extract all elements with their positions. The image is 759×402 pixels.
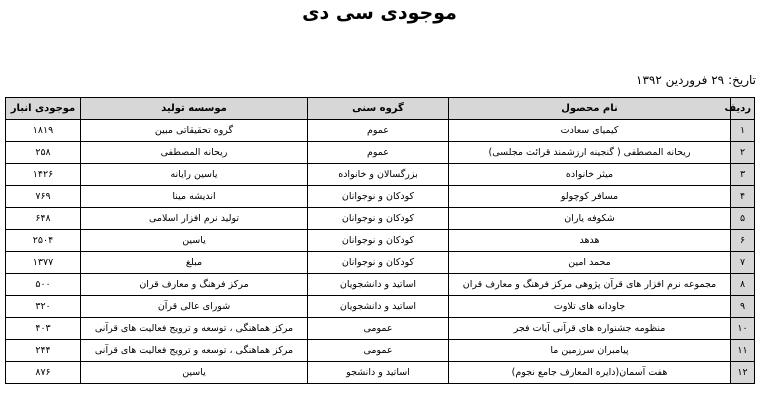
cell-stock: ۱۳۷۷ [6,252,81,274]
table-row [6,296,755,318]
cell-age-group: عمومی [308,340,449,362]
cell-age-group: کودکان و نوجوانان [308,252,449,274]
cell-stock: ۶۴۸ [6,208,81,230]
cell-product-name: هدهد [449,230,731,252]
cell-row-number: ۲ [731,142,755,164]
header-product-name: نام محصول [449,98,731,120]
cell-age-group: عموم [308,120,449,142]
table-row [6,318,755,340]
cell-product-name: محمد امین [449,252,731,274]
table-row [6,230,755,252]
cell-row-number: ۱۰ [731,318,755,340]
cell-stock: ۷۶۹ [6,186,81,208]
cell-row-number: ۱۲ [731,362,755,384]
table-row [6,274,755,296]
cell-age-group: عموم [308,142,449,164]
header-publisher: موسسه تولید [81,98,308,120]
date-label: تاریخ: [728,73,756,87]
header-stock: موجودی انبار [6,98,81,120]
inventory-table [5,97,755,384]
cell-product-name: کیمیای سعادت [449,120,731,142]
cell-product-name: منظومه جشنواره های قرآنی آیات فجر [449,318,731,340]
cell-stock: ۲۵۸ [6,142,81,164]
cell-product-name: مجموعه نرم افزار های قرآن پژوهی مرکز فرهنگ و معارف قران [449,274,731,296]
cell-publisher: مرکز هماهنگی ، توسعه و ترویج فعالیت های قرآنی [81,340,308,362]
cell-age-group: اساتید و دانشجویان [308,296,449,318]
cell-row-number: ۶ [731,230,755,252]
cell-row-number: ۸ [731,274,755,296]
cell-age-group: بزرگسالان و خانواده [308,164,449,186]
table-row [6,164,755,186]
cell-product-name: هفت آسمان(دایره المعارف جامع نجوم) [449,362,731,384]
cell-publisher: شورای عالی قرآن [81,296,308,318]
table-row [6,252,755,274]
cell-row-number: ۱۱ [731,340,755,362]
cell-publisher: گروه تحقیقاتی مبین [81,120,308,142]
cell-stock: ۲۵۰۴ [6,230,81,252]
cell-product-name: مسافر کوچولو [449,186,731,208]
cell-stock: ۱۴۲۶ [6,164,81,186]
cell-age-group: کودکان و نوجوانان [308,208,449,230]
cell-stock: ۴۰۳ [6,318,81,340]
cell-publisher: مبلغ [81,252,308,274]
cell-row-number: ۱ [731,120,755,142]
cell-age-group: کودکان و نوجوانان [308,230,449,252]
cell-row-number: ۳ [731,164,755,186]
header-age-group: گروه سنی [308,98,449,120]
cell-publisher: مرکز فرهنگ و معارف قران [81,274,308,296]
table-row [6,362,755,384]
cell-publisher: یاسین [81,362,308,384]
cell-stock: ۳۲۰ [6,296,81,318]
table-row [6,120,755,142]
page-title: موجودی سی دی [302,2,457,24]
table-row [6,208,755,230]
table-row [6,142,755,164]
cell-row-number: ۹ [731,296,755,318]
table-row [6,186,755,208]
cell-product-name: میثر خانواده [449,164,731,186]
date-value: ۲۹ فروردین ۱۳۹۲ [636,73,725,87]
header-row-number: ردیف [731,98,755,120]
cell-row-number: ۴ [731,186,755,208]
date-line [632,73,756,87]
cell-publisher: اندیشه مینا [81,186,308,208]
cell-stock: ۱۸۱۹ [6,120,81,142]
table-header-row [6,98,755,120]
cell-row-number: ۵ [731,208,755,230]
cell-row-number: ۷ [731,252,755,274]
cell-stock: ۵۰۰ [6,274,81,296]
cell-publisher: یاسین [81,230,308,252]
cell-publisher: ریحانه المصطفی [81,142,308,164]
cell-age-group: اساتید و دانشجویان [308,274,449,296]
cell-publisher: یاسین رایانه [81,164,308,186]
cell-stock: ۸۷۶ [6,362,81,384]
cell-age-group: کودکان و نوجوانان [308,186,449,208]
cell-product-name: پیامبران سرزمین ما [449,340,731,362]
cell-publisher: تولید نرم افزار اسلامی [81,208,308,230]
cell-age-group: عمومی [308,318,449,340]
cell-stock: ۲۴۴ [6,340,81,362]
cell-product-name: جاودانه های تلاوت [449,296,731,318]
cell-age-group: اساتید و دانشجو [308,362,449,384]
table-row [6,340,755,362]
cell-product-name: شکوفه یاران [449,208,731,230]
cell-product-name: ریحانه المصطفی ( گنجینه ارزشمند قرائت مجلسی) [449,142,731,164]
cell-publisher: مرکز هماهنگی ، توسعه و ترویج فعالیت های قرآنی [81,318,308,340]
